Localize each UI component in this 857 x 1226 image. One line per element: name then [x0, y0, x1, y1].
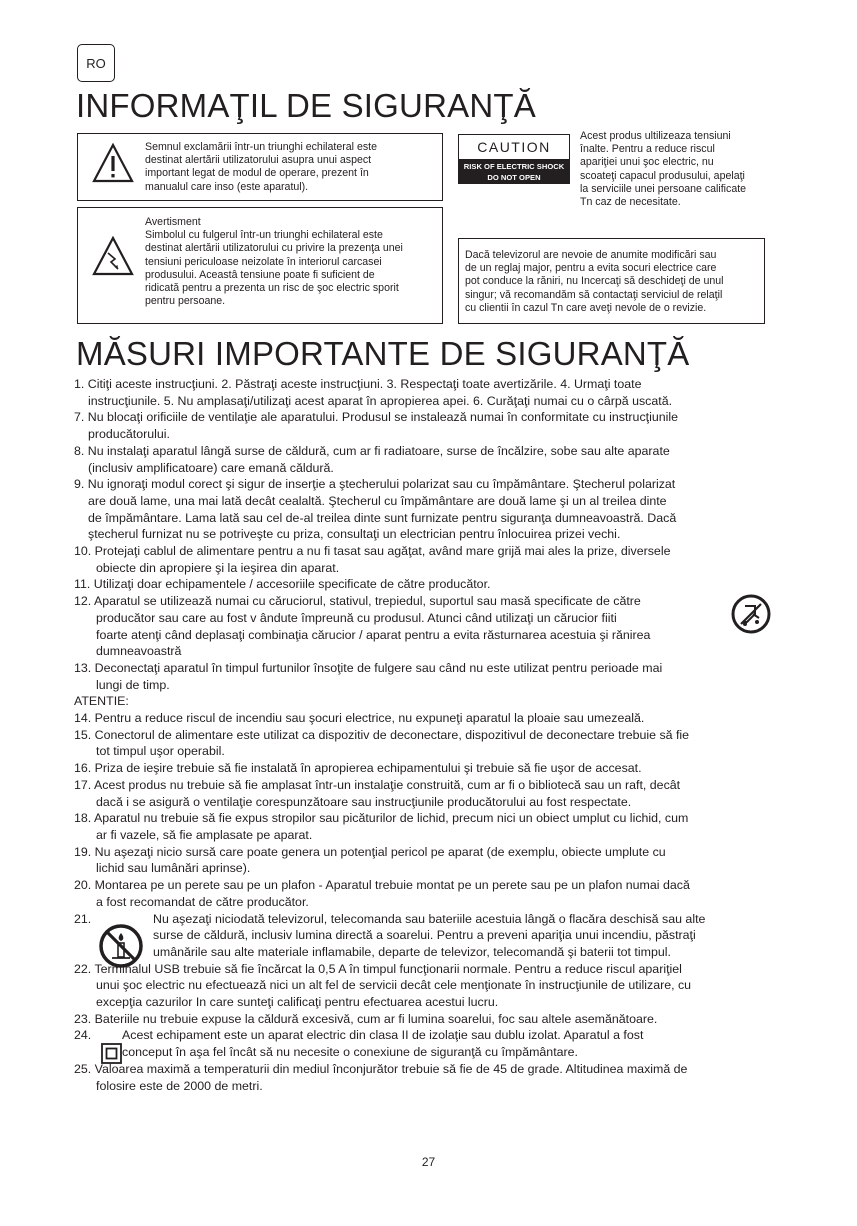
service-notice-box — [458, 238, 765, 324]
list-item: 14. Pentru a reduce riscul de incendiu sau şocuri electrice, nu expuneţi aparatul la ploaie sau umezeală. — [74, 711, 645, 726]
text-line: manualul care inso (este aparatul). — [145, 180, 309, 193]
exclamation-warning-box — [77, 133, 443, 201]
text-line: înalte. Pentru a reduce riscul — [580, 143, 715, 156]
list-item: 16. Priza de ieşire trebuie să fie instalată în apropierea echipamentului şi trebuie să fie uşor de accesat. — [74, 761, 642, 776]
text-line: pentru persoane. — [145, 295, 226, 308]
text-line: produsului. Aceastâ tensiune poate fi suficient de — [145, 268, 375, 281]
text-line: Semnul exclamării într-un triunghi echilateral este — [145, 141, 377, 153]
safety-instructions-list — [74, 376, 774, 1094]
text-line: important legat de modul de operare, prezent în — [145, 167, 369, 180]
list-item: 17. Acest produs nu trebuie să fie amplasat într-un instalaţie construită, cum ar fi o bibliotecă sau un raft, decât dacă i se asigură o ventilaţie corespunzătoare sau instrucţiunile producătorului au fost respectate. — [74, 777, 681, 809]
service-notice-text — [465, 249, 760, 315]
list-item: 8. Nu instalaţi aparatul lângă surse de căldură, cum ar fi radiatoare, surse de încălzire, sobe sau alte aparate (inclusiv amplificatoare) care emană căldură. — [74, 443, 670, 475]
text-line: singur; vă recomandăm să contactaţi serviciul de relaţil — [465, 288, 723, 301]
high-voltage-text — [580, 130, 765, 209]
text-line: la serviciile unei persoane calificate — [580, 182, 747, 195]
caution-label — [458, 134, 570, 184]
list-item: 15. Conectorul de alimentare este utilizat ca dispozitiv de deconectare, dispozitivul de deconectare trebuie să fie tot timpul uşor operabil. — [74, 727, 690, 759]
text-line: Avertisment — [145, 216, 201, 228]
text-line: tensiuni periculoase neizolate în interiorul carcasei — [145, 255, 382, 268]
exclamation-warning-text — [145, 141, 438, 194]
caution-line: DO NOT OPEN — [487, 173, 541, 182]
text-line: pot conduce la răniri, nu Incercaţi să deschideţi de unul — [465, 275, 724, 288]
caution-title: CAUTION — [458, 134, 570, 160]
list-item: 23. Bateriile nu trebuie expuse la căldură excesivă, cum ar fi lumina soarelui, foc sau altele asemănătoare. — [74, 1011, 658, 1026]
list-item: 21. Nu aşezaţi niciodată televizorul, telecomanda sau bateriile acestuia lângă o flacăra deschisă sau alte surse de căldură, inclusiv lumina directă a soarelui. Pentru a preveni apariţia unui incendiu, păstraţi umânările sau alte materiale inflamabile, departe de televizor, telecomandă şi baterii tot timpul. — [74, 911, 706, 959]
list-item: 1. Citiţi aceste instrucţiuni. 2. Păstraţi aceste instrucţiuni. 3. Respectaţi toate avertizările. 4. Urmaţi toate instrucţiunile. 5. Nu amplasaţi/utilizaţi acest aparat în apropierea apei. 6. Curăţaţi numai cu o cârpă uscată. — [74, 377, 673, 408]
caution-subtitle — [458, 160, 570, 184]
exclamation-triangle-icon — [92, 143, 134, 183]
list-item: 18. Aparatul nu trebuie să fie expus stropilor sau picăturilor de lichid, precum nici un obiect umplut cu lichid, cum ar fi vazele, să fie amplasate pe aparat. — [74, 811, 689, 842]
text-line: Acest produs ultilizeaza tensiuni — [580, 130, 731, 142]
list-item: 19. Nu aşezaţi nicio sursă care poate genera un potenţial pericol pe aparat (de exemplu, obiecte umplute cu lichid sau lumânări aprinse). — [74, 844, 666, 876]
safety-info-title: INFORMAŢIL DE SIGURANŢĂ — [76, 87, 536, 124]
list-item: 12. Aparatul se utilizează numai cu căruciorul, stativul, trepiedul, suportul sau masă specificate de către producător sau care au fost v ândute împreună cu produsul. Atunci când utilizaţi un cărucior fiiti foarte atenţi când deplasaţi combinaţia cărucior / aparat pentru a evita răsturnarea acestuia şi rănirea dumneavoastră — [74, 594, 651, 659]
list-item: 11. Utilizaţi doar echipamentele / accesoriile specificate de către producător. — [74, 577, 491, 592]
text-line: ridicată pentru a prezenta un risc de şoc electric sporit — [145, 282, 399, 295]
text-line: destinat alertării utilizatorului cu privire la prezenţa unei — [145, 242, 403, 255]
language-badge: RO — [77, 44, 115, 82]
text-line: apariţiei unui şoc electric, nu — [580, 156, 714, 169]
text-line: destinat alertării utilizatorului asupra unui aspect — [145, 154, 372, 167]
text-line: Tn caz de necesitate. — [580, 196, 681, 209]
lightning-warning-box — [77, 207, 443, 324]
caution-line: RISK OF ELECTRIC SHOCK — [463, 162, 565, 171]
list-item: 20. Montarea pe un perete sau pe un plafon - Aparatul trebuie montat pe un perete sau pe un plafon numai dacă a fost recomandat de către producător. — [74, 878, 690, 909]
text-line: scoateţi capacul produsului, apelaţi — [580, 169, 745, 182]
text-line: de un reglaj major, pentru a evita socuri electrice care — [465, 262, 717, 275]
text-line: cu clientii în cazul Tn care aveţi nevole de o revizie. — [465, 301, 707, 314]
list-item: 9. Nu ignoraţi modul corect şi sigur de inserţie a ştecherului polarizat sau cu împământare. Ştecherul polarizat are două lame, una mai lată decât cealaltă. Ştecherul cu împământare are două lame şi un al treilea dinte de împământare. Lama lată sau cel de-al treilea dinte sunt furnizate pentru siguranţa dumneavoastră. Dacă ştecherul furnizat nu se potriveşte cu priza, consultaţi un electrician pentru înlocuirea prizei vechi. — [74, 477, 677, 542]
list-item: 10. Protejaţi cablul de alimentare pentru a nu fi tasat sau agăţat, având mare grijă mai ales la prize, diversele obiecte din apropiere şi la ieşirea din aparat. — [74, 544, 671, 575]
list-item: 24. Acest echipament este un aparat electric din clasa II de izolaţie sau dublu izolat. Aparatul a fost conceput în aşa fel încât să nu necesite o conexiune de siguranţă cu împământare. — [74, 1028, 644, 1060]
list-item: 7. Nu blocaţi orificiile de ventilaţie ale aparatului. Produsul se instalează numai în conformitate cu instrucţiunile producătorului. — [74, 410, 679, 442]
page-number: 27 — [421, 1155, 436, 1169]
attention-label: ATENTIE: — [74, 694, 129, 709]
text-line: Simbolul cu fulgerul într-un triunghi echilateral este — [145, 229, 383, 242]
list-item: 25. Valoarea maximă a temperaturii din mediul înconjurător trebuie să fie de 45 de grade. Altitudinea maximă de folosire este de 2000 de metri. — [74, 1061, 688, 1093]
safety-measures-title: MĂSURI IMPORTANTE DE SIGURANŢĂ — [76, 335, 690, 372]
list-item: 22. Terminalul USB trebuie să fie încărcat la 0,5 A în timpul funcţionarii normale. Pentru a reduce riscul apariţiel unui şoc electric nu efectuează nici un alt fel de servicii decât cele menţionate în instrucţiunile de utilizare, cu excepţia cazurilor In care sunteţi calificaţi pentru efectuarea acestui lucru. — [74, 961, 692, 1010]
lightning-triangle-icon — [92, 236, 134, 276]
lightning-warning-text — [145, 216, 438, 308]
text-line: Dacă televizorul are nevoie de anumite modificări sau — [465, 249, 717, 261]
list-item: 13. Deconectaţi aparatul în timpul furtunilor însoţite de fulgere sau când nu este utilizat pentru perioade mai lungi de timp. — [74, 660, 663, 692]
